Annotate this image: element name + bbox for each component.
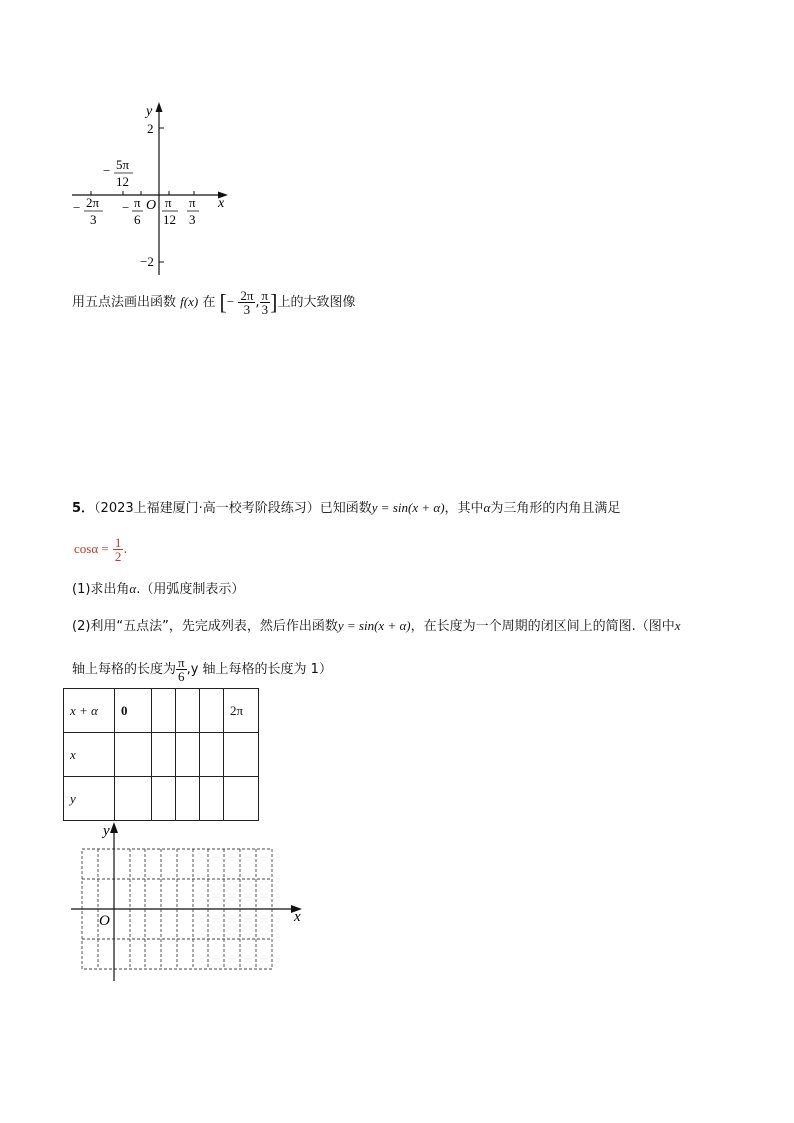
table-cell: 0 xyxy=(115,689,152,733)
table-cell[interactable] xyxy=(224,777,259,821)
q5-function: y = sin(x + α) xyxy=(337,618,411,633)
x-variable: x xyxy=(674,618,681,633)
table-cell[interactable] xyxy=(200,689,224,733)
tick-label-num: π xyxy=(134,195,141,210)
reference-graph xyxy=(60,95,245,285)
grid-origin-label: O xyxy=(99,913,110,929)
x-axis-label: x xyxy=(218,196,225,211)
peak-label-num: 5π xyxy=(116,157,130,172)
grid-scale-fraction: $\frac{\pi}{6}$ xyxy=(178,655,185,684)
table-cell[interactable] xyxy=(200,777,224,821)
tick-label-sign: − xyxy=(73,200,81,215)
grid-y-arrow xyxy=(110,822,118,833)
q5-part2-line2 xyxy=(72,656,332,683)
tick-label-num: π xyxy=(189,195,196,210)
condition-end: . xyxy=(123,542,128,557)
row-header: x xyxy=(64,733,115,777)
interval-start: $\frac{2\pi}{3}$ xyxy=(240,288,254,317)
table-cell[interactable] xyxy=(200,733,224,777)
grid-x-label: x xyxy=(294,909,301,925)
alpha-symbol: α xyxy=(483,500,491,515)
q5-condition xyxy=(74,536,128,563)
tick-label-den: 6 xyxy=(134,212,141,227)
origin-label: O xyxy=(146,198,157,213)
table-cell[interactable] xyxy=(115,777,152,821)
table-row xyxy=(64,689,259,733)
table-cell[interactable] xyxy=(152,689,176,733)
condition-fraction: $\frac{1}{2}$ xyxy=(114,535,122,564)
part2-text-pre: (2)利用“五点法”，先完成列表，然后作出函数 xyxy=(72,619,338,634)
table-cell: 2π xyxy=(224,689,259,733)
tick-label-sign: − xyxy=(122,200,130,215)
alpha-symbol: α xyxy=(129,581,137,596)
tick-label-num: 2π xyxy=(86,195,100,210)
y-axis-arrow xyxy=(156,102,163,112)
part2-text-post: ，在长度为一个周期的闭区间上的简图.（图中 xyxy=(410,619,675,634)
q5-stem-post: 为三角形的内角且满足 xyxy=(490,501,621,516)
peak-label-den: 12 xyxy=(116,174,129,189)
table-row xyxy=(64,733,259,777)
table-row xyxy=(64,777,259,821)
q5-stem-mid: ，其中 xyxy=(444,501,484,516)
q4-text-post: 上的大致图像 xyxy=(277,295,356,310)
tick-label-den: 3 xyxy=(189,212,196,227)
question-number: 5． xyxy=(72,501,95,516)
blank-grid xyxy=(65,815,310,990)
five-point-table xyxy=(63,688,259,821)
part1-end: .（用弧度制表示） xyxy=(136,582,245,597)
interval-bracket-right: ] xyxy=(270,289,278,315)
interval-sign: − xyxy=(226,294,235,309)
q5-stem-pre: 已知函数 xyxy=(319,501,372,516)
table-cell[interactable] xyxy=(176,777,200,821)
row-header: y xyxy=(64,777,115,821)
interval-bracket-left: [ xyxy=(219,289,227,315)
tick-label-den: 12 xyxy=(163,212,176,227)
q4-function: f(x) xyxy=(180,294,199,309)
q5-function: y = sin(x + α) xyxy=(371,500,445,515)
table-cell[interactable] xyxy=(115,733,152,777)
peak-label-sign: − xyxy=(103,163,111,178)
y-min-label: −2 xyxy=(140,254,154,269)
table-cell[interactable] xyxy=(152,733,176,777)
q4-instruction: 用五点法画出函数 f(x) 在 [− $\frac{2\pi}{3}$ , $\frac{\pi}{3}$ ]上的大致图像 xyxy=(72,288,356,317)
q5-part2-line1 xyxy=(72,617,681,636)
part2-line2-post: ,y 轴上每格的长度为 1） xyxy=(186,662,332,677)
table-cell[interactable] xyxy=(176,733,200,777)
q4-text-mid: 在 xyxy=(202,295,216,310)
y-max-label: 2 xyxy=(147,121,154,136)
q4-text-pre: 用五点法画出函数 xyxy=(72,295,177,310)
grid-y-label: y xyxy=(103,823,110,839)
part1-text: (1)求出角 xyxy=(72,582,130,597)
y-axis-label: y xyxy=(146,104,153,119)
part2-line2-pre: 轴上每格的长度为 xyxy=(72,662,177,677)
question-source: （2023上福建厦门·高一校考阶段练习） xyxy=(94,501,320,516)
tick-label-den: 3 xyxy=(90,212,97,227)
table-cell[interactable] xyxy=(152,777,176,821)
interval-end: $\frac{\pi}{3}$ xyxy=(261,288,269,317)
tick-label-num: π xyxy=(165,195,172,210)
table-cell[interactable] xyxy=(224,733,259,777)
condition-lhs: cosα = xyxy=(74,541,109,556)
row-header: x + α xyxy=(64,689,115,733)
q5-stem xyxy=(72,499,620,518)
table-cell[interactable] xyxy=(176,689,200,733)
q5-part1 xyxy=(72,580,244,599)
